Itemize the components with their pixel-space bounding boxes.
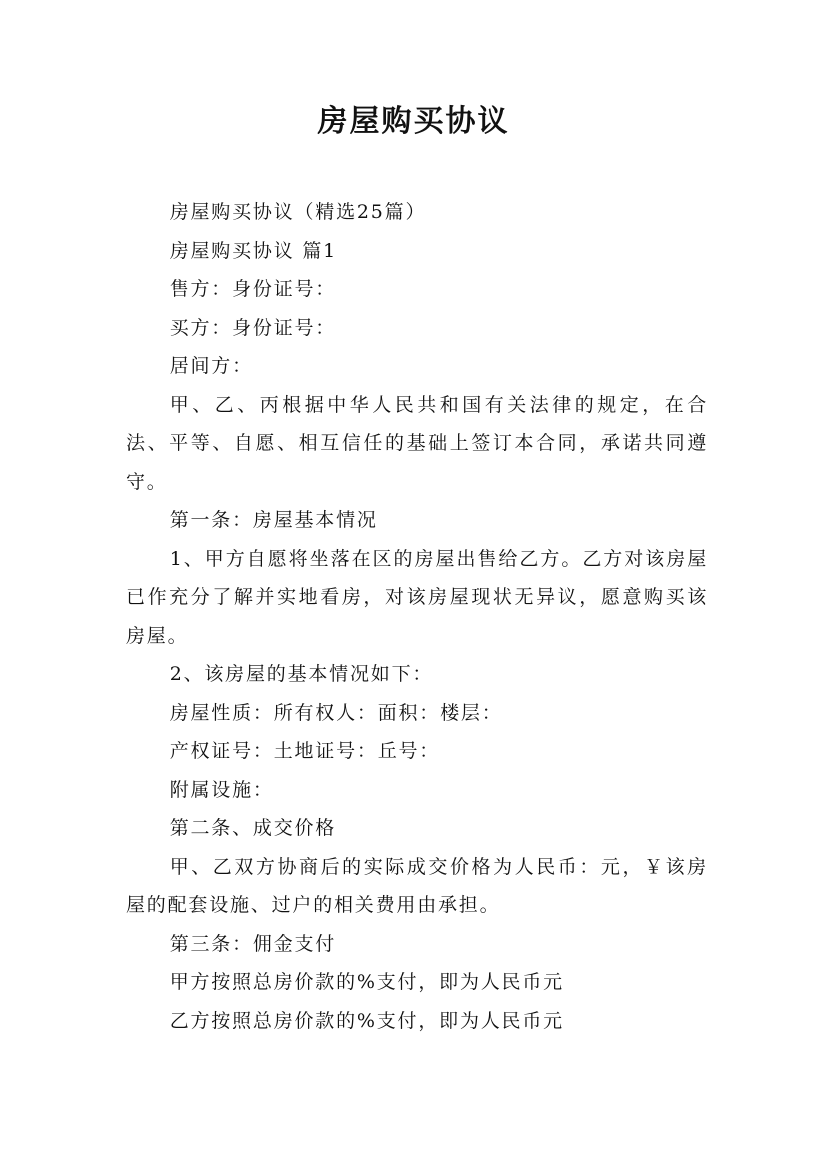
paragraph-article-1-item-2: 2、该房屋的基本情况如下： xyxy=(169,663,434,685)
paragraph-commission-party-a: 甲方按照总房价款的%支付，即为人民币元 xyxy=(169,971,564,993)
paragraph-intermediary: 居间方： xyxy=(169,355,253,377)
paragraph-property-nature: 房屋性质：所有权人：面积：楼层： xyxy=(169,701,503,724)
paragraph-preamble: 甲、乙、丙根据中华人民共和国有关法律的规定，在合法、平等、自愿、相互信任的基础上签订本合同，承诺共同遵守。 xyxy=(126,393,708,493)
paragraph-commission-party-b: 乙方按照总房价款的%支付，即为人民币元 xyxy=(169,1009,564,1032)
document-title: 房屋购买协议 xyxy=(317,104,510,139)
paragraph-section-heading: 房屋购买协议 篇1 xyxy=(169,239,338,262)
paragraph-seller: 售方：身份证号： xyxy=(169,278,337,300)
paragraph-subtitle: 房屋购买协议（精选25篇） xyxy=(169,201,427,223)
paragraph-article-1-heading: 第一条：房屋基本情况 xyxy=(169,509,378,531)
paragraph-article-1-item-1: 1、甲方自愿将坐落在区的房屋出售给乙方。乙方对该房屋已作充分了解并实地看房，对该房屋现状无异议，愿意购买该房屋。 xyxy=(126,547,708,647)
paragraph-price: 甲、乙双方协商后的实际成交价格为人民币：元，￥该房屋的配套设施、过户的相关费用由承担。 xyxy=(126,855,708,916)
paragraph-certificate-numbers: 产权证号：土地证号：丘号： xyxy=(169,740,441,762)
paragraph-article-3-heading: 第三条：佣金支付 xyxy=(169,932,337,955)
paragraph-buyer: 买方：身份证号： xyxy=(169,316,337,339)
document-body xyxy=(126,193,708,1040)
paragraph-facilities: 附属设施： xyxy=(169,778,274,801)
paragraph-article-2-heading: 第二条、成交价格 xyxy=(169,817,337,839)
